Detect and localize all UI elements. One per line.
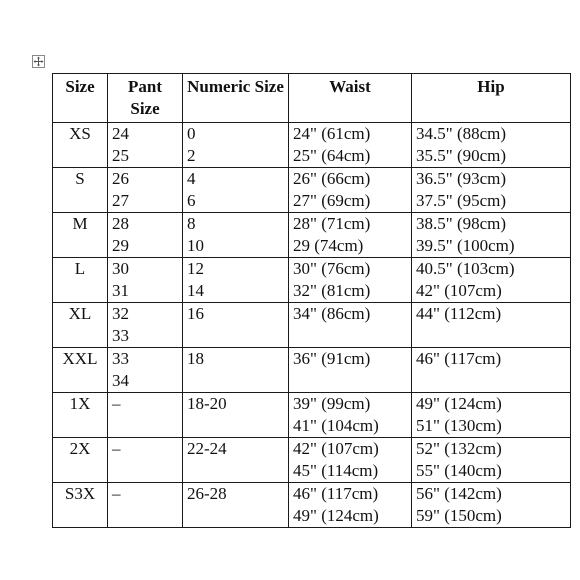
cell-hip	[412, 303, 571, 348]
cell-waist	[289, 213, 412, 258]
cell-numeric	[183, 213, 289, 258]
cell-text: 28" (71cm)	[293, 214, 371, 233]
cell-text	[187, 505, 284, 527]
cell-size	[53, 258, 108, 303]
cell-text: XS	[69, 124, 91, 143]
cell-text	[416, 370, 566, 392]
cell-text: 4	[187, 169, 196, 188]
cell-text: 29 (74cm)	[293, 236, 364, 255]
cell-text: S	[75, 169, 85, 188]
cell-text: 32	[112, 304, 129, 323]
cell-text: 8	[187, 214, 196, 233]
cell-text: 46" (117cm)	[293, 484, 379, 503]
cell-text	[187, 415, 284, 437]
four-arrows-icon	[33, 56, 44, 67]
cell-pant	[108, 438, 183, 483]
cell-text	[187, 325, 284, 347]
cell-text: 30" (76cm)	[293, 259, 371, 278]
cell-pant	[108, 483, 183, 528]
cell-hip	[412, 393, 571, 438]
cell-hip	[412, 168, 571, 213]
cell-size	[53, 348, 108, 393]
cell-numeric	[183, 303, 289, 348]
cell-waist	[289, 393, 412, 438]
cell-text: 27	[112, 191, 129, 210]
table-row	[53, 258, 571, 303]
cell-size	[53, 213, 108, 258]
cell-text: 40.5" (103cm)	[416, 259, 515, 278]
cell-size	[53, 123, 108, 168]
cell-text: –	[112, 439, 121, 458]
cell-text: 26	[112, 169, 129, 188]
cell-numeric	[183, 168, 289, 213]
table-row	[53, 483, 571, 528]
cell-numeric	[183, 393, 289, 438]
cell-pant	[108, 303, 183, 348]
cell-hip	[412, 438, 571, 483]
cell-text: M	[72, 214, 88, 233]
cell-text: 32" (81cm)	[293, 281, 371, 300]
cell-text: 35.5" (90cm)	[416, 146, 507, 165]
cell-text: 36" (91cm)	[293, 349, 371, 368]
cell-text: –	[112, 394, 121, 413]
cell-text: 18	[187, 349, 204, 368]
size-chart-table	[52, 73, 571, 528]
cell-text: 41" (104cm)	[293, 416, 379, 435]
cell-text	[416, 325, 566, 347]
cell-text: 25" (64cm)	[293, 146, 371, 165]
cell-pant	[108, 213, 183, 258]
cell-text: 33	[112, 326, 129, 345]
cell-numeric	[183, 123, 289, 168]
cell-text	[187, 460, 284, 482]
cell-text: 36.5" (93cm)	[416, 169, 507, 188]
cell-text: 44" (112cm)	[416, 304, 502, 323]
cell-text	[112, 460, 178, 482]
cell-text: 2X	[69, 439, 91, 458]
cell-text: 26-28	[187, 484, 227, 503]
cell-hip	[412, 123, 571, 168]
cell-text: 2	[187, 146, 196, 165]
cell-pant	[108, 123, 183, 168]
cell-pant	[108, 168, 183, 213]
cell-size	[53, 438, 108, 483]
cell-text: 25	[112, 146, 129, 165]
cell-numeric	[183, 438, 289, 483]
cell-text: 49" (124cm)	[293, 506, 379, 525]
cell-text: 49" (124cm)	[416, 394, 502, 413]
cell-waist	[289, 438, 412, 483]
cell-size	[53, 303, 108, 348]
cell-numeric	[183, 483, 289, 528]
cell-text: 26" (66cm)	[293, 169, 371, 188]
cell-text: 6	[187, 191, 196, 210]
cell-text: 39.5" (100cm)	[416, 236, 515, 255]
header-pant-size: Pant Size	[108, 74, 183, 123]
cell-text: 18-20	[187, 394, 227, 413]
cell-size	[53, 393, 108, 438]
cell-text: 59" (150cm)	[416, 506, 502, 525]
cell-text: 42" (107cm)	[416, 281, 502, 300]
cell-text: 12	[187, 259, 204, 278]
cell-text	[112, 415, 178, 437]
table-row	[53, 123, 571, 168]
cell-text: 45" (114cm)	[293, 461, 379, 480]
cell-text: 34	[112, 371, 129, 390]
table-move-handle-icon[interactable]	[32, 55, 45, 68]
cell-text: 0	[187, 124, 196, 143]
cell-text: 14	[187, 281, 204, 300]
header-size: Size	[53, 74, 108, 123]
cell-text: 37.5" (95cm)	[416, 191, 507, 210]
cell-text: 33	[112, 349, 129, 368]
header-row	[53, 74, 571, 123]
header-waist: Waist	[289, 74, 412, 123]
cell-hip	[412, 483, 571, 528]
cell-text: 1X	[69, 394, 91, 413]
cell-waist	[289, 258, 412, 303]
cell-numeric	[183, 258, 289, 303]
cell-pant	[108, 393, 183, 438]
cell-text: 55" (140cm)	[416, 461, 502, 480]
cell-hip	[412, 348, 571, 393]
cell-text: 46" (117cm)	[416, 349, 502, 368]
table-row	[53, 348, 571, 393]
cell-text: 31	[112, 281, 129, 300]
cell-size	[53, 168, 108, 213]
cell-text: 24" (61cm)	[293, 124, 371, 143]
cell-text: 30	[112, 259, 129, 278]
cell-text: 52" (132cm)	[416, 439, 502, 458]
cell-text: 27" (69cm)	[293, 191, 371, 210]
cell-text: 38.5" (98cm)	[416, 214, 507, 233]
cell-hip	[412, 213, 571, 258]
cell-text: 51" (130cm)	[416, 416, 502, 435]
cell-text: 10	[187, 236, 204, 255]
header-numeric-size: Numeric Size	[183, 74, 289, 123]
cell-text	[293, 325, 407, 347]
cell-hip	[412, 258, 571, 303]
cell-text: L	[74, 259, 86, 278]
table-row	[53, 213, 571, 258]
cell-pant	[108, 348, 183, 393]
cell-text: S3X	[64, 484, 96, 503]
cell-text: 34.5" (88cm)	[416, 124, 507, 143]
cell-text: XL	[68, 304, 92, 323]
cell-waist	[289, 168, 412, 213]
cell-pant	[108, 258, 183, 303]
cell-text	[112, 505, 178, 527]
cell-waist	[289, 123, 412, 168]
cell-text: 22-24	[187, 439, 227, 458]
cell-text	[187, 370, 284, 392]
table-row	[53, 303, 571, 348]
table-row	[53, 438, 571, 483]
cell-text	[293, 370, 407, 392]
cell-text: 29	[112, 236, 129, 255]
cell-text: 34" (86cm)	[293, 304, 371, 323]
cell-text: 56" (142cm)	[416, 484, 502, 503]
cell-text: 24	[112, 124, 129, 143]
table-row	[53, 168, 571, 213]
table-row	[53, 393, 571, 438]
cell-waist	[289, 483, 412, 528]
cell-text: 28	[112, 214, 129, 233]
cell-text: 16	[187, 304, 204, 323]
cell-text: –	[112, 484, 121, 503]
cell-text: 39" (99cm)	[293, 394, 371, 413]
cell-numeric	[183, 348, 289, 393]
cell-text: XXL	[62, 349, 98, 368]
cell-size	[53, 483, 108, 528]
header-hip: Hip	[412, 74, 571, 123]
cell-waist	[289, 303, 412, 348]
cell-text: 42" (107cm)	[293, 439, 379, 458]
cell-waist	[289, 348, 412, 393]
